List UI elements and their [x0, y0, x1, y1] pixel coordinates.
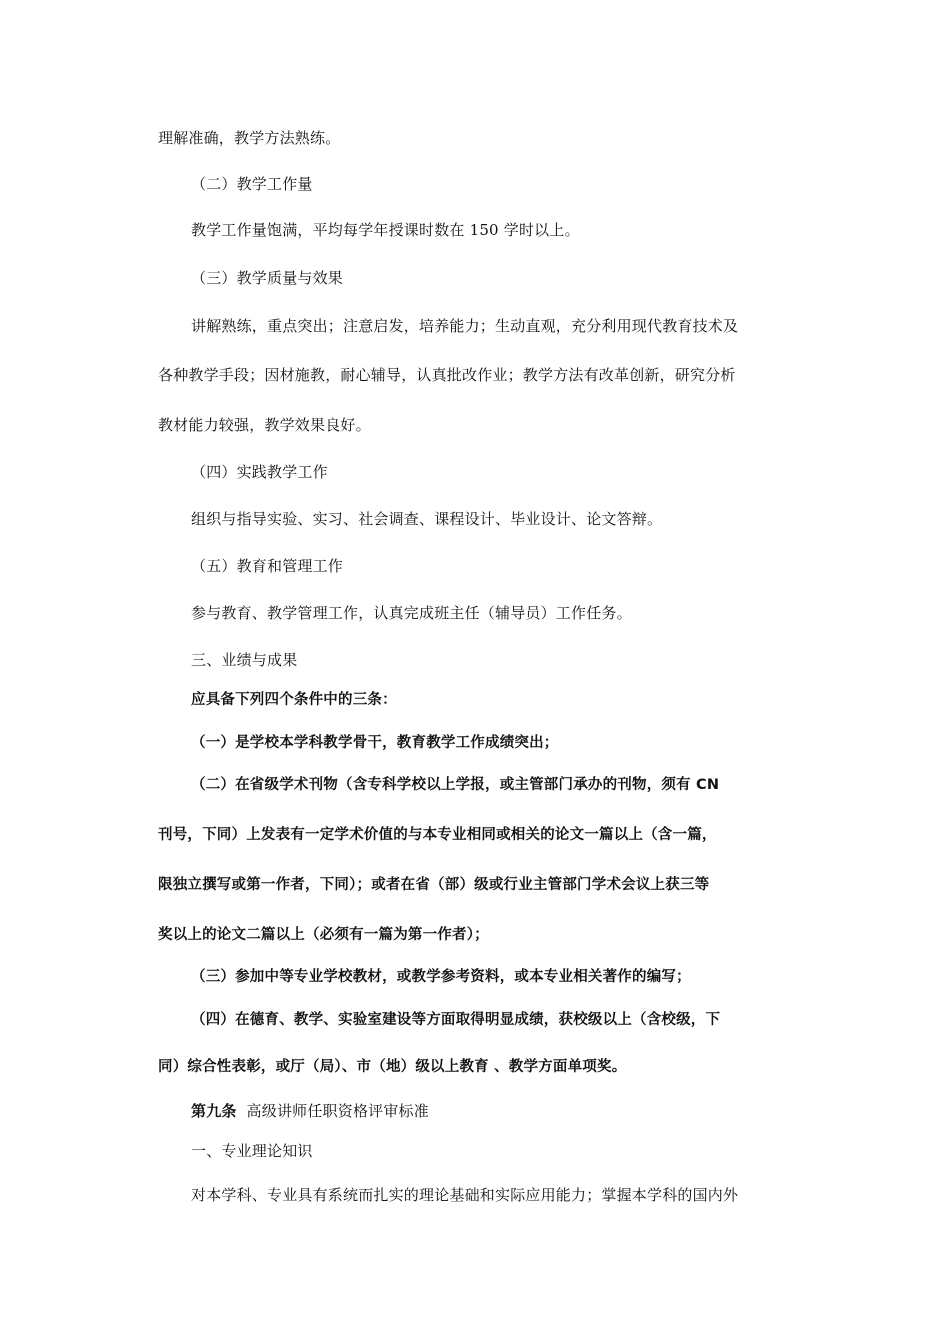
paragraph-line: 组织与指导实验、实习、社会调查、课程设计、毕业设计、论文答辩。 [191, 510, 663, 528]
paragraph-line: 讲解熟练，重点突出；注意启发，培养能力；生动直观，充分利用现代教育技术及 [191, 317, 739, 335]
article-number: 第九条 [191, 1102, 237, 1120]
section-heading: （二）教学工作量 [191, 175, 313, 193]
paragraph-line: 各种教学手段；因材施教，耐心辅导，认真批改作业；教学方法有改革创新，研究分析 [158, 366, 736, 384]
paragraph-line: 参与教育、教学管理工作，认真完成班主任（辅导员）工作任务。 [191, 604, 632, 622]
section-heading: 三、业绩与成果 [191, 651, 298, 669]
bold-paragraph-line: 刊号，下同）上发表有一定学术价值的与本专业相同或相关的论文一篇以上（含一篇， [158, 827, 717, 843]
paragraph-line: 理解准确，教学方法熟练。 [158, 129, 341, 147]
bold-paragraph-line: （四）在德育、教学、实验室建设等方面取得明显成绩，获校级以上（含校级，下 [191, 1012, 721, 1028]
section-heading: （五）教育和管理工作 [191, 557, 344, 575]
bold-paragraph-line: 奖以上的论文二篇以上（必须有一篇为第一作者）； [158, 927, 489, 943]
article-heading [191, 1101, 429, 1121]
paragraph-line: 对本学科、专业具有系统而扎实的理论基础和实际应用能力；掌握本学科的国内外 [191, 1186, 739, 1204]
paragraph-line: 教材能力较强，教学效果良好。 [158, 416, 371, 434]
bold-paragraph-line: 同）综合性表彰，或厅（局）、市（地）级以上教育 、教学方面单项奖。 [158, 1059, 627, 1075]
bold-paragraph-line: （三）参加中等专业学校教材，或教学参考资料，或本专业相关著作的编写； [191, 969, 691, 985]
paragraph-line: 教学工作量饱满，平均每学年授课时数在 150 学时以上。 [191, 221, 580, 239]
section-heading: （四）实践教学工作 [191, 463, 328, 481]
article-title: 高级讲师任职资格评审标准 [246, 1102, 429, 1120]
bold-paragraph-line: 应具备下列四个条件中的三条： [191, 692, 397, 708]
section-heading: 一、专业理论知识 [191, 1142, 313, 1160]
bold-paragraph-line: （二）在省级学术刊物（含专科学校以上学报，或主管部门承办的刊物，须有 CN [191, 777, 720, 793]
bold-paragraph-line: （一）是学校本学科教学骨干，教育教学工作成绩突出； [191, 735, 559, 751]
section-heading: （三）教学质量与效果 [191, 269, 344, 287]
bold-paragraph-line: 限独立撰写或第一作者，下同）；或者在省（部）级或行业主管部门学术会议上获三等 [158, 877, 710, 893]
